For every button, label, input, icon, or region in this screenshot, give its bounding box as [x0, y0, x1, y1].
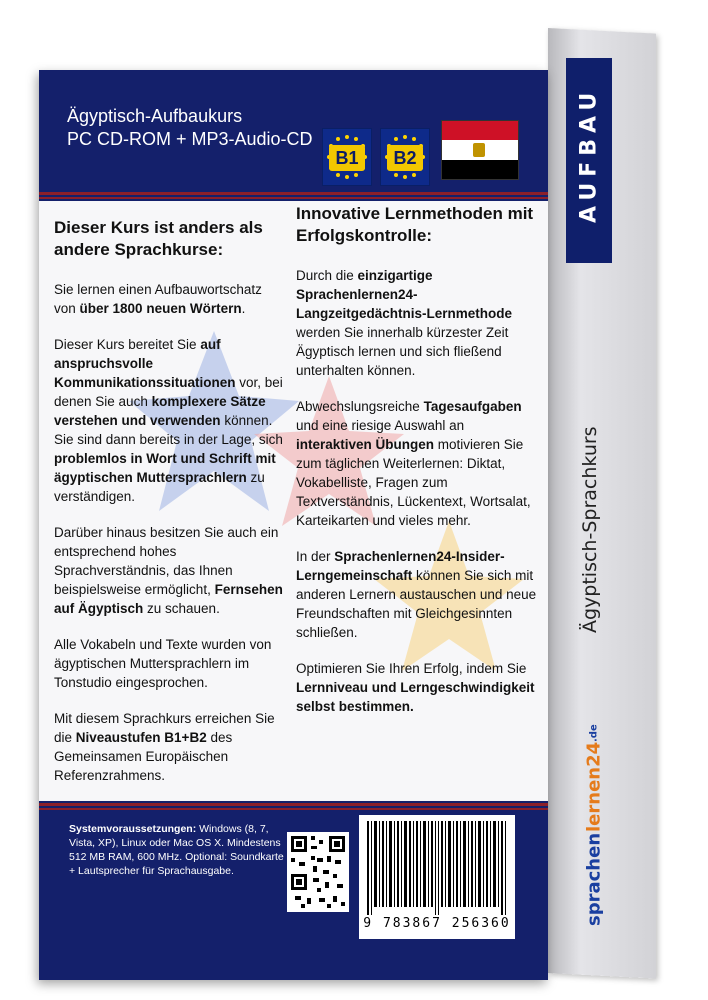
eagle-icon — [473, 143, 485, 157]
left-column — [54, 217, 284, 801]
cover-subtitle: PC CD-ROM + MP3-Audio-CD — [67, 129, 313, 149]
left-heading: Dieser Kurs ist anders als andere Sprachkurse: — [54, 218, 263, 259]
right-paragraph-1: Durch die einzigartige Sprachenlernen24-Langzeitgedächtnis-Lernmethode werden Sie innerhalb kürzester Zeit Ägyptisch lernen und sich fließend unterhalten können. — [296, 268, 513, 378]
divider-bottom — [39, 803, 548, 806]
spine-level-label: AUFBAU — [576, 86, 602, 224]
barcode — [359, 815, 515, 939]
left-paragraph-4: Alle Vokabeln und Texte wurden von ägyptischen Muttersprachlern im Tonstudio eingesprochen. — [54, 637, 272, 690]
right-paragraph-4: Optimieren Sie Ihren Erfolg, indem Sie Lernniveau und Lerngeschwindigkeit selbst bestimmen. — [296, 661, 535, 714]
divider-top-secondary — [39, 197, 548, 199]
badge-level-b1: B1 — [329, 145, 365, 171]
content-panel — [39, 201, 548, 801]
left-paragraph-1: Sie lernen einen Aufbauwortschatz von über 1800 neuen Wörtern. — [54, 282, 262, 316]
cover-header — [39, 70, 548, 190]
eu-badge-b1 — [322, 128, 372, 186]
left-paragraph-5: Mit diesem Sprachkurs erreichen Sie die Niveaustufen B1+B2 des Gemeinsamen Europäischen Referenzrahmens. — [54, 711, 275, 783]
badge-level-b2: B2 — [387, 145, 423, 171]
logo-part-domain: .de — [588, 724, 600, 743]
eu-badge-b2 — [380, 128, 430, 186]
left-paragraph-3: Darüber hinaus besitzen Sie auch ein entsprechend hohes Sprachverständnis, das Ihnen beispielsweise ermöglicht, Fernsehen auf Ägyptisch zu schauen. — [54, 525, 283, 616]
right-column — [296, 203, 538, 733]
qr-code-icon — [287, 832, 349, 912]
right-paragraph-3: In der Sprachenlernen24-Insider-Lerngemeinschaft können Sie sich mit anderen Lernern austauschen und neue Freundschaften mit Gleichgesinnten schließen. — [296, 549, 537, 640]
spine-title: Ägyptisch-Sprachkurs — [579, 426, 601, 634]
divider-top — [39, 192, 548, 195]
right-paragraph-2: Abwechslungsreiche Tagesaufgaben und eine riesige Auswahl an interaktiven Übungen motivieren Sie zum täglichen Weiterlernen: Diktat, Vokabelliste, Fragen zum Textverständnis, Lückentext, Wortsalat, Karteikarten und vieles mehr. — [296, 399, 531, 528]
box-front — [39, 70, 548, 980]
spine-logo — [574, 700, 614, 950]
egypt-flag-icon — [441, 120, 519, 180]
cover-title: Ägyptisch-Aufbaukurs — [67, 106, 243, 126]
isbn-number: 9 783867 256360 — [363, 916, 511, 931]
system-requirements: Systemvoraussetzungen: Windows (8, 7, Vista, XP), Linux oder Mac OS X. Mindestens 512 MB RAM, 600 MHz. Optional: Soundkarte + Lautsprecher für Sprachausgabe. — [69, 823, 284, 877]
left-paragraph-2: Dieser Kurs bereitet Sie auf anspruchsvolle Kommunikationssituationen vor, bei denen Sie auch komplexere Sätze verstehen und verwenden können. Sie sind dann bereits in der Lage, sich problemlos in Wort und Schrift mit ägyptischen Muttersprachlern zu verständigen. — [54, 337, 283, 504]
barcode-icon — [367, 821, 507, 915]
right-heading: Innovative Lernmethoden mit Erfolgskontrolle: — [296, 204, 534, 245]
logo-part-lernen24: lernen24 — [583, 742, 605, 833]
divider-bottom-secondary — [39, 808, 548, 810]
logo-part-sprachen: sprachen — [583, 832, 605, 926]
